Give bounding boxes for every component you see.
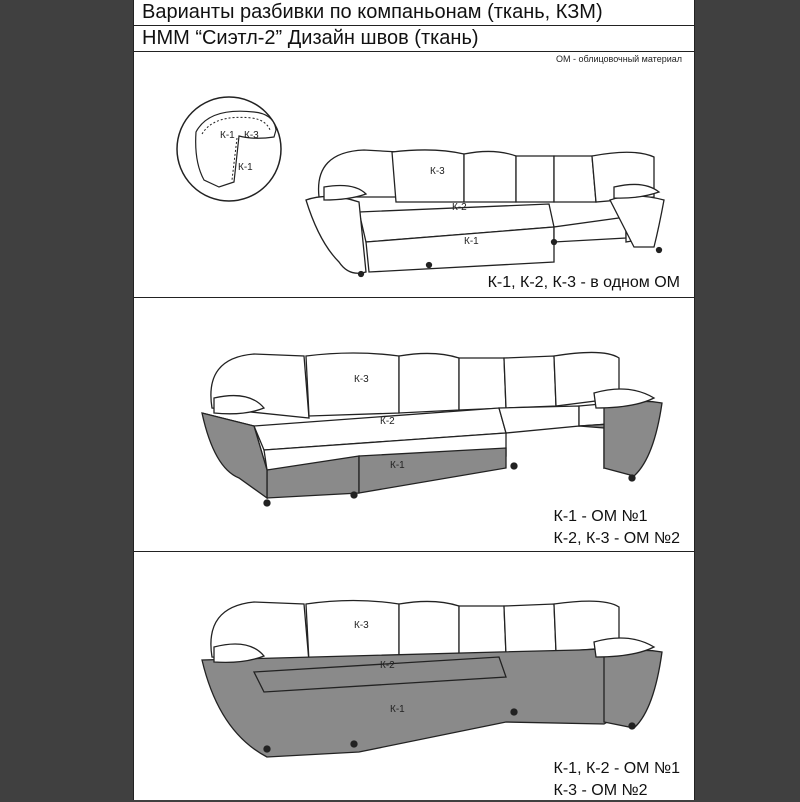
sofa-variant-1	[306, 150, 664, 277]
variant-1-caption	[488, 272, 680, 294]
v1-label-k3: К-3	[430, 166, 445, 177]
variant-1-illustration	[134, 52, 694, 298]
variant-3-caption	[554, 758, 680, 802]
material-note: ОМ - облицовочный материал	[555, 54, 682, 64]
v2-label-k1: К-1	[390, 460, 405, 471]
v3-label-k2: К-2	[380, 660, 395, 671]
variant-2-panel	[134, 298, 694, 552]
variant-3-caption-line-1: К-1, К-2 - ОМ №1	[553, 760, 680, 777]
variant-2-caption	[554, 506, 680, 550]
sofa-variant-3	[202, 601, 662, 758]
v1-label-k1: К-1	[464, 236, 479, 247]
armrest-detail-circle	[177, 97, 281, 201]
variant-2-caption-line-2: К-2, К-3 - ОМ №2	[553, 530, 680, 547]
sheet-subtitle: НММ “Сиэтл-2” Дизайн швов (ткань)	[134, 26, 694, 52]
v1-label-k2: К-2	[452, 202, 467, 213]
v2-label-k2: К-2	[380, 416, 395, 427]
variant-3-caption-line-2: К-3 - ОМ №2	[553, 782, 648, 799]
variant-3-panel	[134, 552, 694, 800]
variant-1-panel	[134, 52, 694, 298]
detail-label-k1-side: К-1	[238, 162, 253, 173]
detail-label-k1-top: К-1	[220, 130, 235, 141]
v2-label-k3: К-3	[354, 374, 369, 385]
variant-1-caption-line: К-1, К-2, К-3 - в одном ОМ	[487, 274, 680, 291]
variant-2-caption-line-1: К-1 - ОМ №1	[553, 508, 648, 525]
v3-label-k1: К-1	[390, 704, 405, 715]
sofa-variant-2	[202, 352, 662, 506]
v3-label-k3: К-3	[354, 620, 369, 631]
detail-label-k3: К-3	[244, 130, 259, 141]
spec-sheet	[133, 0, 695, 800]
sheet-title: Варианты разбивки по компаньонам (ткань, КЗМ)	[134, 0, 694, 26]
